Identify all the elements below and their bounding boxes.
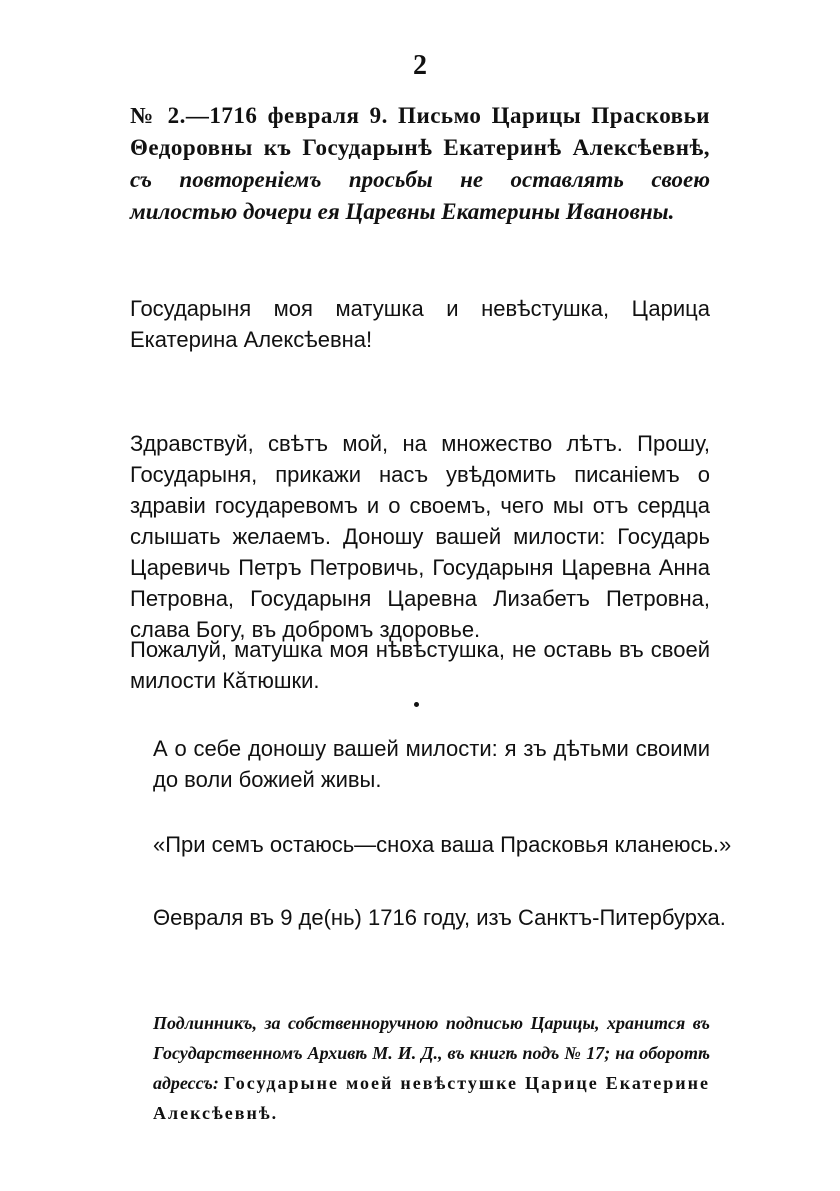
self-report-paragraph: А о себе доношу вашей милости: я зъ дѣтьми своими до воли божией живы. <box>153 736 710 792</box>
greeting-paragraph: Государыня моя матушка и невѣстушка, Царица Екатерина Алексѣевна! <box>130 296 710 352</box>
archival-footnote <box>153 1008 710 1128</box>
date-line: Θевраля въ 9 де(нь) 1716 году, изъ Санктъ-Питербурха. <box>153 905 726 930</box>
page-number: 2 <box>413 50 427 81</box>
footnote-address: Государыне моей невѣстушке Царице Екатерине Алексѣевнѣ. <box>153 1073 710 1123</box>
footnote-source: Подлинникъ, за собственноручною подписью Царицы, хранится въ Государственномъ Архивѣ М. И. Д., въ книгѣ подъ № 17; на оборотѣ адрессъ: <box>153 1013 710 1093</box>
letter-title: № 2.—1716 февраля 9. Письмо Царицы Прасковьи Θедоровны къ Государынѣ Екатеринѣ Алексѣевнѣ, <box>130 103 710 160</box>
decorative-dot <box>414 702 419 707</box>
main-paragraph: Здравствуй, свѣтъ мой, на множество лѣтъ. Прошу, Государыня, прикажи насъ увѣдомить писаніемъ о здравіи государевомъ и о своемъ, чего мы отъ сердца слышать желаемъ. Доношу вашей милости: Государь Царевичь Петръ Петровичь, Государыня Царевна Анна Петровна, Государыня Царевна Лизабетъ Петровна, слава Богу, въ добромъ здоровье. <box>130 431 710 642</box>
letter-heading <box>130 100 710 228</box>
signature-line: «При семъ остаюсь—сноха ваша Прасковья кланеюсь.» <box>153 832 732 857</box>
katushka-paragraph: Пожалуй, матушка моя нѣвѣстушка, не оставь въ своей милости Кăтюшки. <box>130 637 710 693</box>
letter-subtitle: съ повтореніемъ просьбы не оставлять своею милостью дочери ея Царевны Екатерины Ивановны. <box>130 167 710 224</box>
